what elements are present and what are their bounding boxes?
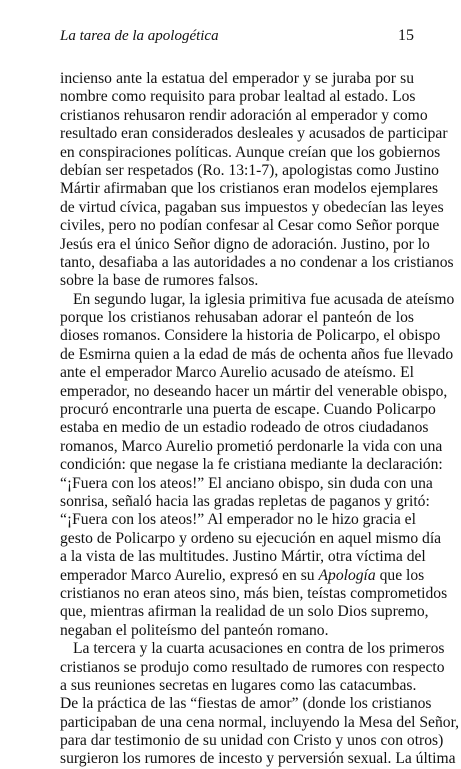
text-line: nombre como requisito para probar lealtad al estado. Los	[60, 88, 416, 106]
text-line: a la vista de las multitudes. Justino Mártir, otra víctima del	[60, 548, 426, 566]
text-line: que, mientras afirman la realidad de un solo Dios supremo,	[60, 603, 429, 621]
text-line: procuró encontrarle una puerta de escape. Cuando Policarpo	[60, 401, 436, 419]
text-line: “¡Fuera con los ateos!” El anciano obispo, sin duda con una	[60, 474, 433, 492]
book-title-italic: Apología	[318, 566, 376, 584]
text-line: emperador, no deseando hacer un mártir del venerable obispo,	[60, 382, 448, 400]
text-line: tanto, desafiaba a las autoridades a no condenar a los cristianos	[60, 253, 454, 271]
paragraph-start-line: La tercera y la cuarta acusaciones en contra de los primeros	[73, 640, 445, 658]
text-line: Mártir afirmaban que los cristianos eran modelos ejemplares	[60, 180, 439, 198]
text-line: sonrisa, señaló hacia las gradas repletas de paganos y gritó:	[60, 492, 430, 510]
body-text	[60, 70, 460, 769]
text-line: ante el emperador Marco Aurelio acusado de ateísmo. El	[60, 364, 414, 382]
text-line: condición: que negase la fe cristiana mediante la declaración:	[60, 456, 443, 474]
text-line: cristianos rehusaron rendir adoración al emperador y como	[60, 106, 428, 124]
text-line: de Esmirna quien a la edad de más de ochenta años fue llevado	[60, 345, 454, 363]
text-line: debían ser respetados (Ro. 13:1-7), apologistas como Justino	[60, 161, 439, 179]
text-line: de virtud cívica, pagaban sus impuestos y obedecían las leyes	[60, 198, 444, 216]
text-line: dioses romanos. Considere la historia de Policarpo, el obispo	[60, 327, 441, 345]
text-line: a sus reuniones secretas en lugares como las catacumbas.	[60, 676, 417, 694]
text-line: gesto de Policarpo y ordeno su ejecución en aquel mismo día	[60, 529, 442, 547]
text-segment: que los	[375, 566, 425, 584]
text-line: Jesús era el único Señor digno de adoración. Justino, por lo	[60, 235, 430, 253]
text-line: incienso ante la estatua del emperador y se juraba por su	[60, 70, 414, 87]
text-line: romanos, Marco Aurelio prometió perdonarle la vida con una	[60, 437, 443, 455]
text-line: resultado eran considerados desleales y acusados de participar	[60, 125, 448, 143]
text-line: negaban el politeísmo del panteón romano.	[60, 621, 329, 639]
text-line: participaban de una cena normal, incluyendo la Mesa del Señor,	[60, 713, 460, 731]
text-line: “¡Fuera con los ateos!” Al emperador no le hizo gracia el	[60, 511, 416, 529]
text-line-with-italic	[60, 566, 425, 585]
text-line: De la práctica de las “fiestas de amor” (donde los cristianos	[60, 695, 432, 713]
page-number: 15	[398, 27, 414, 44]
text-line: para dar testimonio de su unidad con Cristo y unos con otros)	[60, 732, 444, 750]
text-line: surgieron los rumores de incesto y perversión sexual. La última	[60, 750, 456, 768]
paragraph-start-line: En segundo lugar, la iglesia primitiva fue acusada de ateísmo	[73, 290, 455, 308]
running-title: La tarea de la apologética	[60, 28, 219, 44]
text-line: porque los cristianos rehusaban adorar el panteón de los	[60, 309, 414, 327]
text-line: sobre la base de rumores falsos.	[60, 272, 259, 290]
text-line: en conspiraciones políticas. Aunque creían que los gobiernos	[60, 143, 441, 161]
text-segment: emperador Marco Aurelio, expresó en su	[60, 566, 319, 584]
running-head	[60, 26, 414, 46]
text-line: estaba en medio de un estadio rodeado de otros ciudadanos	[60, 419, 429, 437]
text-line: cristianos no eran ateos sino, más bien, teístas comprometidos	[60, 584, 448, 602]
text-line: civiles, pero no podían confesar al Cesar como Señor porque	[60, 217, 440, 235]
text-line: cristianos se produjo como resultado de rumores con respecto	[60, 658, 445, 676]
